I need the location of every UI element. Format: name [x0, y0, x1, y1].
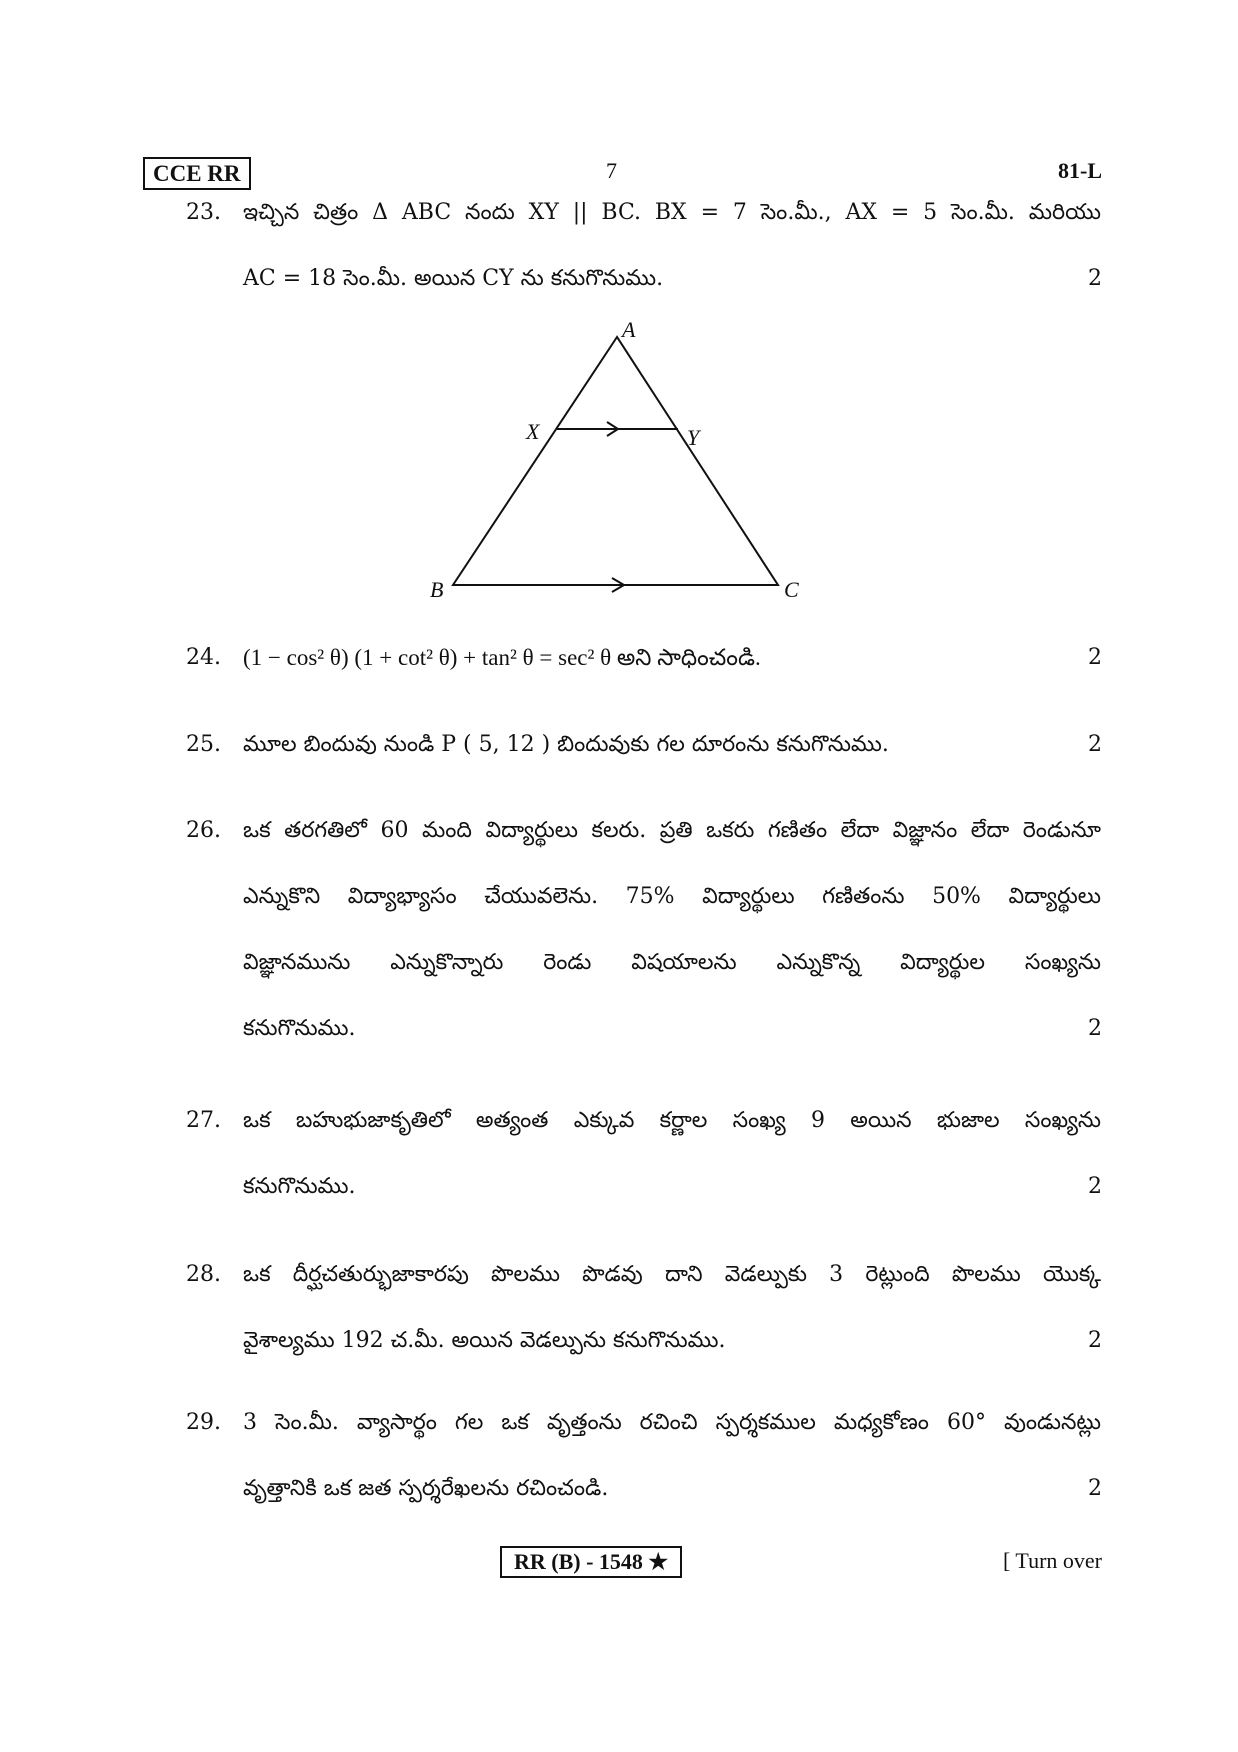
- label-c: C: [784, 577, 799, 602]
- question-text-line: 3 సెం.మీ. వ్యాసార్థం గల ఒక వృత్తంను రచించి స్పర్శకముల మధ్యకోణం 60° వుండునట్లు: [243, 1410, 1101, 1435]
- question-marks: 2: [1088, 645, 1102, 670]
- question-26: [186, 818, 1102, 1048]
- question-text-line: ఎన్నుకొని విద్యాభ్యాసం చేయువలెను. 75% విద్యార్థులు గణితంను 50% విద్యార్థులు: [243, 884, 1101, 909]
- question-text-line: ఒక తరగతిలో 60 మంది విద్యార్థులు కలరు. ప్రతి ఒకరు గణితం లేదా విజ్ఞానం లేదా రెండునూ: [243, 818, 1101, 843]
- question-marks: 2: [1088, 1174, 1102, 1199]
- question-marks: 2: [1088, 1476, 1102, 1501]
- label-x: X: [526, 419, 540, 444]
- page-number: 7: [606, 158, 617, 183]
- turn-over-note: [ Turn over: [1002, 1548, 1102, 1573]
- question-number: 29.: [186, 1410, 221, 1435]
- question-text-line: AC = 18 సెం.మీ. అయిన CY ను కనుగొనుము.: [243, 266, 664, 291]
- question-number: 24.: [186, 645, 221, 670]
- question-number: 23.: [186, 200, 221, 225]
- label-b: B: [430, 577, 444, 602]
- question-text-line: వైశాల్యము 192 చ.మీ. అయిన వెడల్పును కనుగొనుము.: [243, 1328, 726, 1353]
- question-text-line: మూల బిందువు నుండి P ( 5, 12 ) బిందువుకు గల దూరంను కనుగొనుము.: [243, 732, 889, 757]
- question-marks: 2: [1088, 266, 1102, 291]
- question-text-line: కనుగొనుము.: [243, 1174, 356, 1199]
- question-23: [186, 200, 1102, 290]
- triangle-abc: [453, 337, 778, 585]
- booklet-code-box: RR (B) - 1548 ★: [500, 1546, 682, 1578]
- question-number: 28.: [186, 1262, 221, 1287]
- question-marks: 2: [1088, 1328, 1102, 1353]
- question-number: 26.: [186, 818, 221, 843]
- question-text-line: విజ్ఞానమును ఎన్నుకొన్నారు రెండు విషయాలను ఎన్నుకొన్న విద్యార్థుల సంఖ్యను: [243, 950, 1101, 975]
- question-text-line: ఒక దీర్ఘచతుర్భుజాకారపు పొలము పొడవు దాని వెడల్పుకు 3 రెట్లుంది పొలము యొక్క: [243, 1262, 1101, 1287]
- paper-code-box: CCE RR: [143, 157, 251, 190]
- question-25: [186, 732, 1102, 772]
- question-text-line: వృత్తానికి ఒక జత స్పర్శరేఖలను రచించండి.: [243, 1476, 609, 1501]
- question-marks: 2: [1088, 1016, 1102, 1041]
- question-24: [186, 645, 1102, 685]
- triangle-figure: [420, 315, 820, 605]
- question-number: 25.: [186, 732, 221, 757]
- question-text-line: కనుగొనుము.: [243, 1016, 356, 1041]
- question-28: [186, 1262, 1102, 1362]
- question-27: [186, 1108, 1102, 1208]
- label-y: Y: [687, 425, 700, 450]
- question-marks: 2: [1088, 732, 1102, 757]
- question-text-line: ఒక బహుభుజాకృతిలో అత్యంత ఎక్కువ కర్ణాల సంఖ్య 9 అయిన భుజాల సంఖ్యను: [243, 1108, 1101, 1133]
- question-text-line: (1 − cos² θ) (1 + cot² θ) + tan² θ = sec² θ అని సాధించండి.: [243, 645, 761, 670]
- subject-code: 81-L: [1058, 158, 1102, 183]
- label-a: A: [622, 317, 636, 342]
- question-text-line: ఇచ్చిన చిత్రం Δ ABC నందు XY || BC. BX = 7 సెం.మీ., AX = 5 సెం.మీ. మరియు: [243, 200, 1101, 225]
- question-29: [186, 1410, 1102, 1510]
- question-number: 27.: [186, 1108, 221, 1133]
